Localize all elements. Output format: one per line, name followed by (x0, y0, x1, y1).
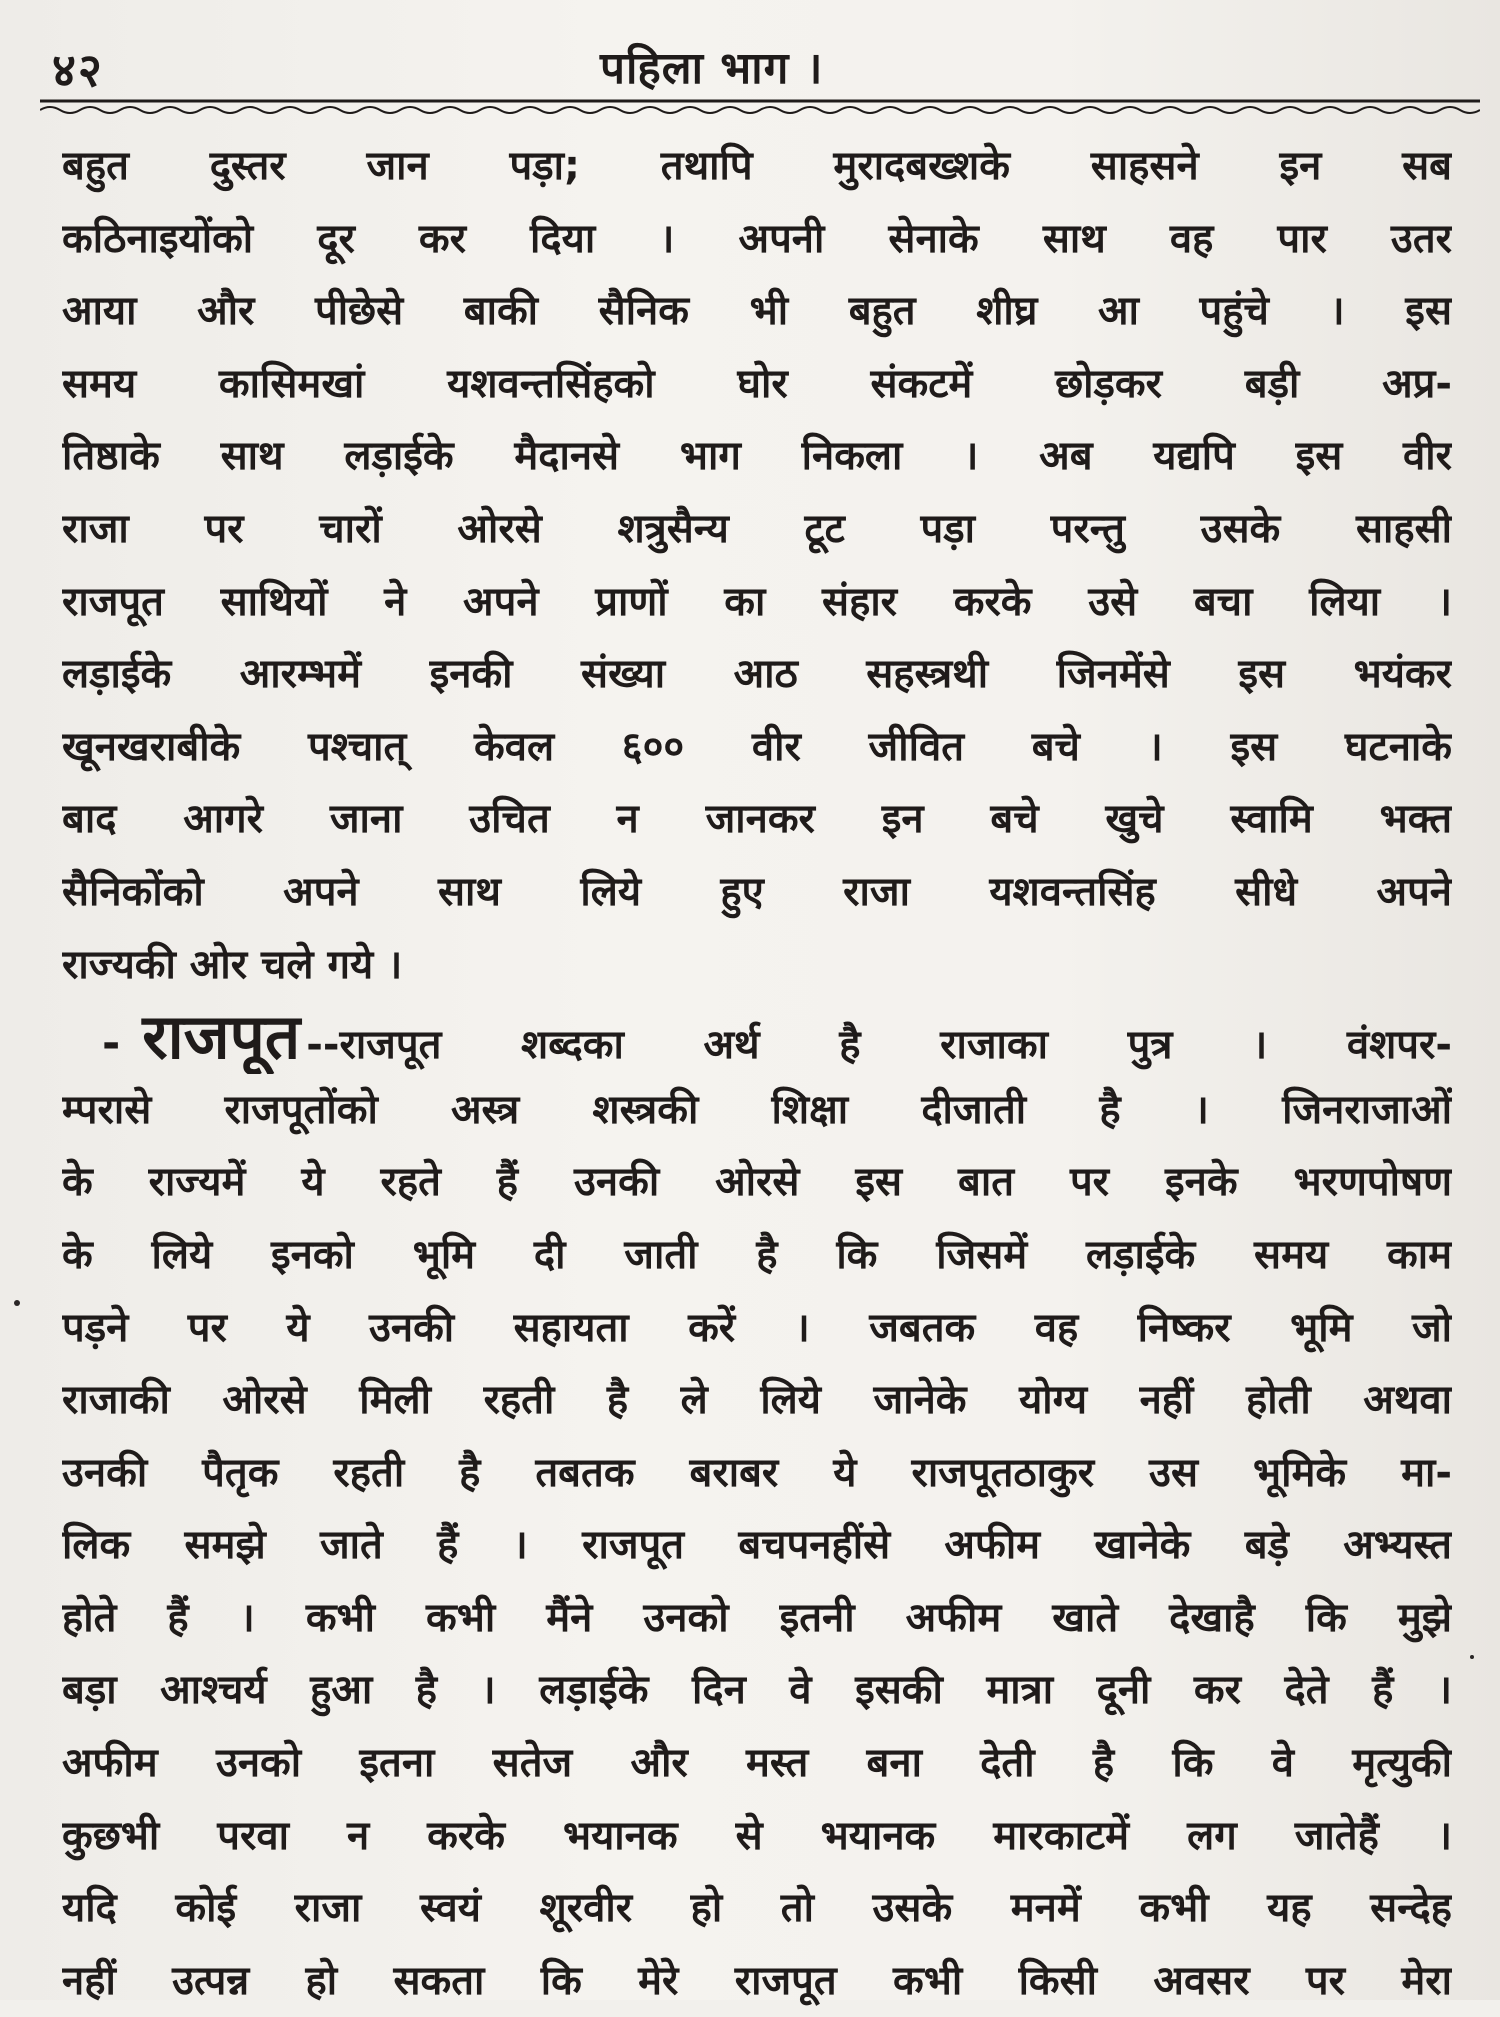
text-line: आया और पीछेसे बाकी सैनिक भी बहुत शीघ्र आ पहुंचे । इस (62, 288, 1452, 335)
text-line: कुछभी परवा न करके भयानक से भयानक मारकाटमें लग जातेहैं । (62, 1812, 1452, 1859)
ink-speck (1470, 1655, 1474, 1659)
text-line: तिष्ठाके साथ लड़ाईके मैदानसे भाग निकला । अब यद्यपि इस वीर (62, 433, 1452, 480)
text-line: बाद आगरे जाना उचित न जानकर इन बचे खुचे स्वामि भक्त (62, 796, 1452, 843)
header-wavy-rule (40, 98, 1480, 116)
section-heading: राजपूत (142, 1001, 301, 1074)
page-number: ४२ (52, 43, 104, 97)
paragraph-1 (62, 130, 1452, 1001)
text-line: खूनखराबीके पश्चात् केवल ६०० वीर जीवित बचे । इस घटनाके (62, 723, 1452, 770)
ink-speck (14, 1300, 20, 1306)
heading-rest-text: --राजपूत शब्दका अर्थ है राजाका पुत्र । वंशपर- (306, 1022, 1452, 1069)
text-line: यदि कोई राजा स्वयं शूरवीर हो तो उसके मनमें कभी यह सन्देह (62, 1885, 1452, 1932)
text-line: बहुत दुस्तर जान पड़ा; तथापि मुरादबख्शके साहसने इन सब (62, 143, 1452, 189)
text-line: नहीं उत्पन्न हो सकता कि मेरे राजपूत कभी किसी अवसर पर मेरा (62, 1957, 1452, 2004)
heading-bullet: - (102, 1018, 121, 1070)
text-line: राजा पर चारों ओरसे शत्रुसैन्य टूट पड़ा परन्तु उसके साहसी (62, 505, 1452, 552)
section-rajput (62, 1001, 1452, 2017)
text-line: म्परासे राजपूतोंको अस्त्र शस्त्रकी शिक्षा दीजाती है । जिनराजाओं (62, 1086, 1452, 1133)
text-line: उनकी पैतृक रहती है तबतक बराबर ये राजपूतठाकुर उस भूमिके मा- (62, 1449, 1452, 1496)
text-line: राजाकी ओरसे मिली रहती है ले लिये जानेके योग्य नहीं होती अथवा (62, 1377, 1452, 1424)
text-line: के राज्यमें ये रहते हैं उनकी ओरसे इस बात पर इनके भरणपोषण (62, 1159, 1452, 1206)
text-line: लिक समझे जाते हैं । राजपूत बचपनहींसे अफीम खानेके बड़े अभ्यस्त (62, 1522, 1452, 1569)
text-line: होते हैं । कभी कभी मैंने उनको इतनी अफीम खाते देखाहै कि मुझे (62, 1594, 1452, 1641)
section-heading-line (62, 1001, 1452, 1074)
text-line: सैनिकोंको अपने साथ लिये हुए राजा यशवन्तसिंह सीधे अपने (62, 868, 1452, 915)
text-line: लड़ाईके आरम्भमें इनकी संख्या आठ सहस्त्रथी जिनमेंसे इस भयंकर (62, 651, 1452, 698)
running-title: पहिला भाग । (600, 43, 824, 94)
text-line: समय कासिमखां यशवन्तसिंहको घोर संकटमें छोड़कर बड़ी अप्र- (62, 360, 1452, 407)
text-line: बड़ा आश्चर्य हुआ है । लड़ाईके दिन वे इसकी मात्रा दूनी कर देते हैं । (62, 1667, 1452, 1714)
body-text (62, 130, 1452, 2017)
text-line: कठिनाइयोंको दूर कर दिया । अपनी सेनाके साथ वह पार उतर (62, 215, 1452, 262)
text-line: के लिये इनको भूमि दी जाती है कि जिसमें लड़ाईके समय काम (62, 1231, 1452, 1278)
page-header (40, 28, 1480, 98)
text-line: अफीम उनको इतना सतेज और मस्त बना देती है कि वे मृत्युकी (62, 1740, 1452, 1787)
text-line: पड़ने पर ये उनकी सहायता करें । जबतक वह निष्कर भूमि जो (62, 1304, 1452, 1351)
text-line: राजपूत साथियों ने अपने प्राणों का संहार करके उसे बचा लिया । (62, 578, 1452, 625)
text-line: राज्यकी ओर चले गये । (62, 941, 403, 988)
